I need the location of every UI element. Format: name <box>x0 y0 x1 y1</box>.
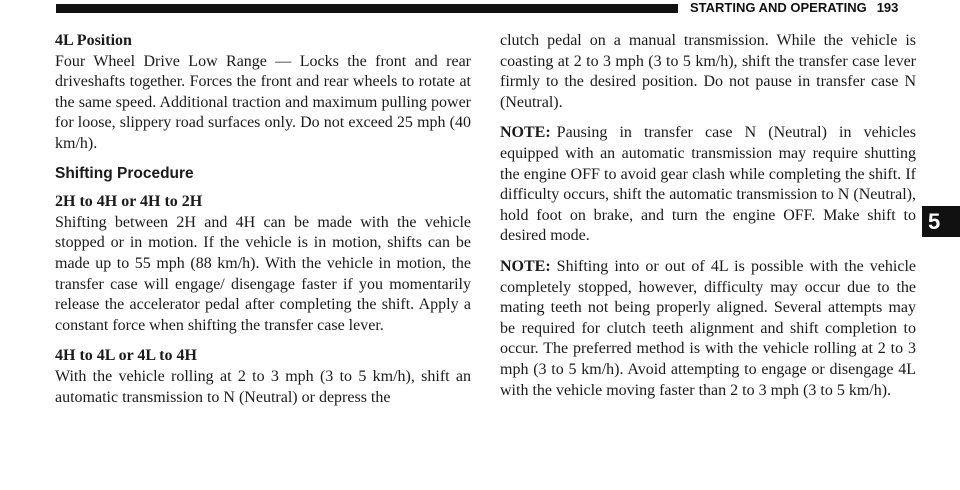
running-head <box>690 0 898 16</box>
paragraph-4l-position: Four Wheel Drive Low Range — Locks the front and rear driveshafts together. Forces the front and rear wheels to rotate at the same speed. Additional traction and maximum pulling power for loose, slippery road surfaces only. Do not exceed 25 mph (40 km/h). <box>55 52 471 152</box>
heading-shifting-procedure: Shifting Procedure <box>55 164 194 182</box>
note-1-label: NOTE: <box>500 124 551 142</box>
right-column <box>500 31 916 401</box>
note-2-label: NOTE: <box>500 257 551 275</box>
heading-4l-position: 4L Position <box>55 32 132 49</box>
page-number: 193 <box>876 0 899 15</box>
note-2-text: Shifting into or out of 4L is possible with the vehicle completely stopped, however, difficulty may occur due to the mating teeth not being properly aligned. Several attempts may be required for clutch teeth alignment and shift completion to occur. The preferred method is with the vehicle rolling at 2 to 3 mph (3 to 5 km/h). Avoid attempting to engage or disengage 4L with the vehicle moving faster than 2 to 3 mph (3 to 5 km/h). <box>500 257 916 399</box>
heading-2h-4h: 2H to 4H or 4H to 2H <box>55 193 203 211</box>
left-column <box>55 31 471 408</box>
note-1-text: Pausing in transfer case N (Neutral) in vehicles equipped with an automatic transmission may require shutting the engine OFF to avoid gear clash while completing the shift. If difficulty occurs, shift the automatic transmission to N (Neutral), hold foot on brake, and turn the engine OFF. Make shift to desired mode. <box>500 124 916 245</box>
paragraph-continued: clutch pedal on a manual transmission. While the vehicle is coasting at 2 to 3 mph (3 to 5 km/h), shift the transfer case lever firmly to the desired position. Do not pause in transfer case N (Neutral). <box>500 32 916 111</box>
note-1 <box>500 123 916 247</box>
header-rule <box>56 4 678 13</box>
heading-4h-4l: 4H to 4L or 4L to 4H <box>55 347 197 365</box>
note-2 <box>500 257 916 401</box>
chapter-tab: 5 <box>922 206 960 237</box>
paragraph-4h-4l: With the vehicle rolling at 2 to 3 mph (3 to 5 km/h), shift an automatic transmission to N (Neutral) or depress the <box>55 367 471 406</box>
paragraph-2h-4h: Shifting between 2H and 4H can be made with the vehicle stopped or in motion. If the vehicle is in motion, shifts can be made up to 55 mph (88 km/h). With the vehicle in motion, the transfer case will engage/ disengage faster if you momentarily release the accelerator pedal after completing the shift. Apply a constant force when shifting the transfer case lever. <box>55 213 471 334</box>
section-title: STARTING AND OPERATING <box>690 0 867 15</box>
